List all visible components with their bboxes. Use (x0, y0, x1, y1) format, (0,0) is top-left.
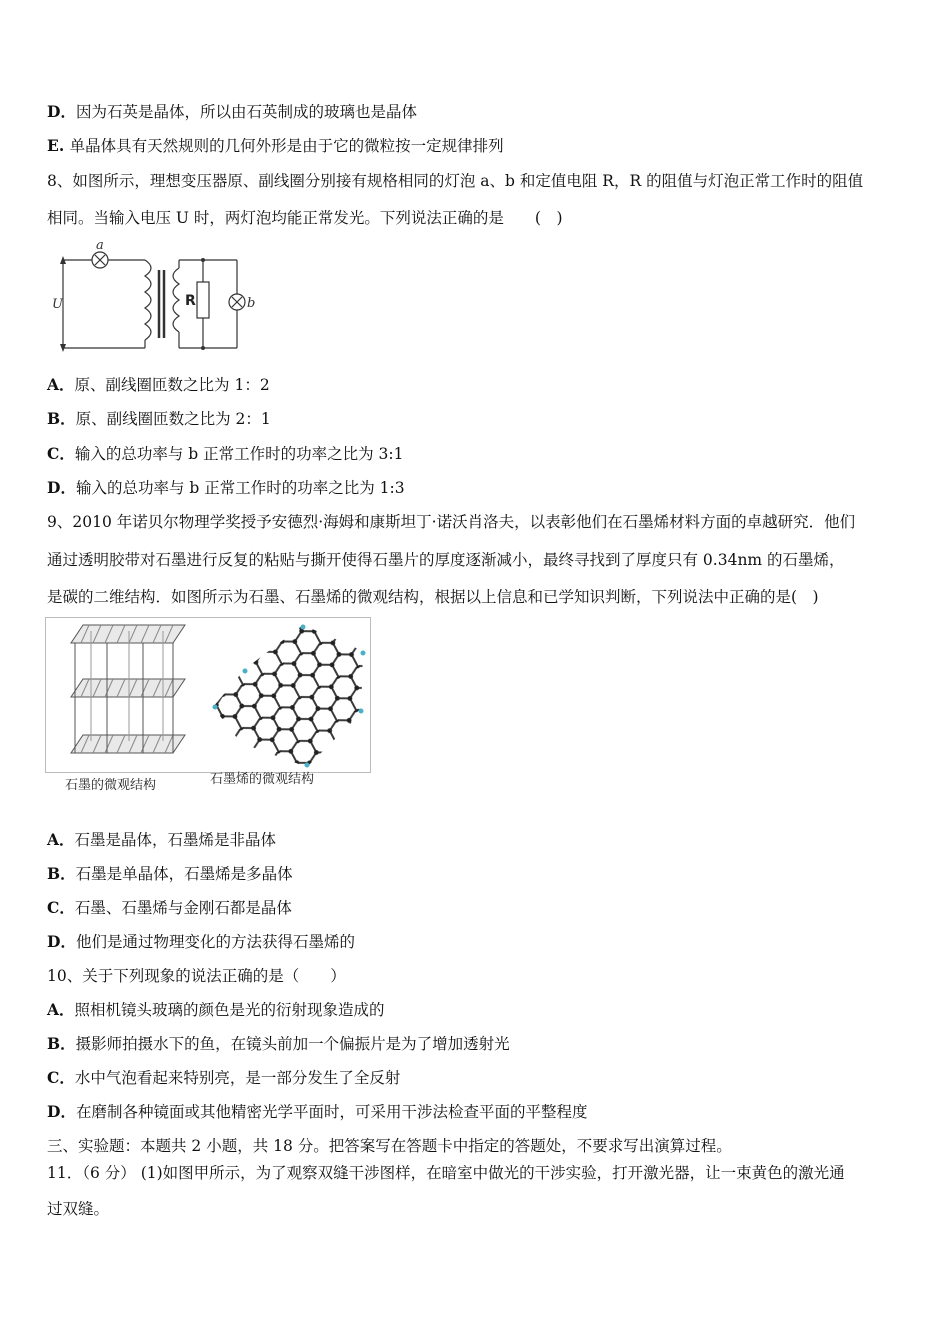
lamp-a-label: a (96, 238, 104, 253)
resistor-label: R (185, 293, 196, 309)
graphite-structure (71, 625, 185, 753)
voltage-label: U (52, 297, 63, 312)
q11-line1: 11．（6 分） (1)如图甲所示，为了观察双缝干涉图样，在暗室中做光的干涉实验，打开激光器，让一束黄色的激光通 (47, 1164, 845, 1182)
option-letter: C． (47, 444, 75, 463)
q9-option-c (47, 898, 292, 918)
prev-option-e (47, 136, 504, 156)
q9-stem-line1: 9、2010 年诺贝尔物理学奖授予安德烈·海姆和康斯坦丁·诺沃肖洛夫，以表彰他们在石墨烯材料方面的卓越研究．他们 (47, 513, 856, 531)
option-text: 水中气泡看起来特别亮，是一部分发生了全反射 (74, 1069, 401, 1087)
transformer-circuit-figure (45, 238, 260, 358)
q10-option-d (47, 1102, 587, 1122)
option-text: 石墨是单晶体，石墨烯是多晶体 (75, 865, 293, 883)
q10-option-b (47, 1034, 510, 1054)
q10-option-a (47, 1000, 385, 1020)
resistor-r-icon (197, 282, 209, 318)
option-letter: C． (47, 1068, 75, 1087)
graphite-graphene-figure (45, 617, 371, 795)
option-letter: D． (47, 932, 76, 951)
option-text: 原、副线圈匝数之比为 1：2 (74, 376, 270, 394)
q9-option-b (47, 864, 293, 884)
option-letter: B． (47, 409, 76, 428)
prev-option-d (47, 102, 417, 122)
q8-option-a (47, 375, 270, 395)
option-letter: A． (47, 830, 75, 849)
q9-stem-line3: 是碳的二维结构．如图所示为石墨、石墨烯的微观结构，根据以上信息和已学知识判断，下列说法中正确的是( ) (47, 588, 819, 606)
option-letter: C． (47, 898, 75, 917)
graphite-caption: 石墨的微观结构 (65, 778, 157, 793)
option-text: 原、副线圈匝数之比为 2：1 (75, 410, 271, 428)
q11-line2: 过双缝。 (47, 1200, 110, 1218)
option-text: 因为石英是晶体，所以由石英制成的玻璃也是晶体 (75, 103, 417, 121)
option-letter: E. (47, 136, 70, 155)
option-letter: B． (47, 864, 76, 883)
option-letter: B． (47, 1034, 76, 1053)
option-text: 照相机镜头玻璃的颜色是光的衍射现象造成的 (74, 1001, 385, 1019)
q8-stem-line1: 8、如图所示，理想变压器原、副线圈分别接有规格相同的灯泡 a、b 和定值电阻 R，R 的阻值与灯泡正常工作时的阻值 (47, 172, 864, 190)
q10-option-c (47, 1068, 400, 1088)
q9-stem-line2: 通过透明胶带对石墨进行反复的粘贴与撕开使得石墨片的厚度逐渐减小，最终寻找到了厚度只有 0.34nm 的石墨烯， (47, 551, 845, 569)
q8-option-b (47, 409, 271, 429)
option-text: 输入的总功率与 b 正常工作时的功率之比为 1:3 (75, 479, 405, 497)
option-text: 他们是通过物理变化的方法获得石墨烯的 (75, 933, 355, 951)
q9-option-d (47, 932, 355, 952)
option-text: 输入的总功率与 b 正常工作时的功率之比为 3:1 (74, 445, 404, 463)
option-text: 石墨、石墨烯与金刚石都是晶体 (74, 899, 292, 917)
q8-stem-line2: 相同。当输入电压 U 时，两灯泡均能正常发光。下列说法正确的是 ( ) (47, 209, 563, 227)
option-letter: D． (47, 102, 76, 121)
option-text: 摄影师拍摄水下的鱼，在镜头前加一个偏振片是为了增加透射光 (75, 1035, 510, 1053)
q8-option-c (47, 444, 404, 464)
graphene-structure (213, 625, 366, 768)
option-text: 单晶体具有天然规则的几何外形是由于它的微粒按一定规律排列 (69, 137, 504, 155)
option-letter: D． (47, 478, 76, 497)
graphene-caption: 石墨烯的微观结构 (210, 772, 315, 787)
option-text: 石墨是晶体，石墨烯是非晶体 (74, 831, 277, 849)
q8-option-d (47, 478, 405, 498)
option-letter: D． (47, 1102, 76, 1121)
q10-stem: 10、关于下列现象的说法正确的是（ ） (47, 967, 346, 985)
option-letter: A． (47, 375, 75, 394)
lamp-b-label: b (247, 296, 256, 311)
option-text: 在磨制各种镜面或其他精密光学平面时，可采用干涉法检查平面的平整程度 (75, 1103, 588, 1121)
q9-option-a (47, 830, 276, 850)
option-letter: A． (47, 1000, 75, 1019)
section3-heading: 三、实验题：本题共 2 小题，共 18 分。把答案写在答题卡中指定的答题处，不要求写出演算过程。 (47, 1137, 732, 1155)
